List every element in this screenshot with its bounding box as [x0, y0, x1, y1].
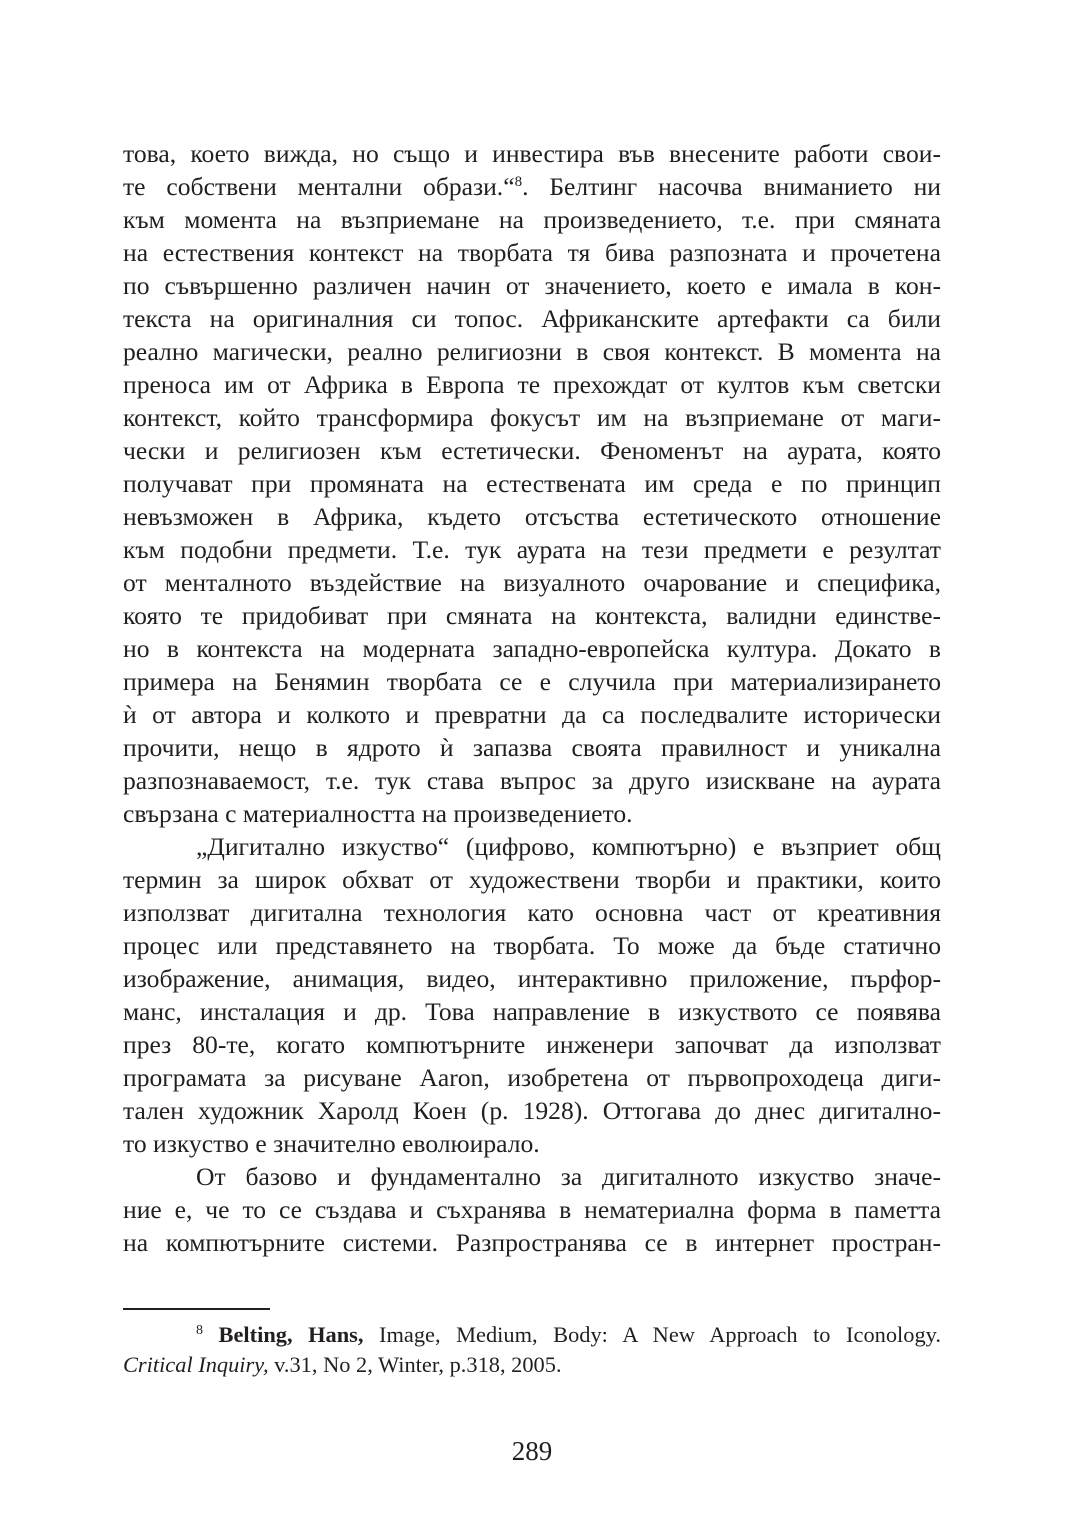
- text-line-9: контекст, който трансформира фокусът им на възприемане от маги-: [123, 403, 941, 432]
- text-line-21: свързана с материалността на произведението.: [123, 799, 633, 828]
- text-line-15: която те придобиват при смяната на контекста, валидни единстве-: [123, 601, 941, 630]
- text-line-10: чески и религиозен към естетически. Феноменът на аурата, която: [123, 436, 941, 465]
- footnote-divider: [123, 1308, 270, 1310]
- text-line-20: разпознаваемост, т.е. тук става въпрос за друго изискване на аурата: [123, 766, 941, 795]
- footnote-author: Belting, Hans,: [218, 1322, 364, 1347]
- text-line-5: по съвършенно различен начин от значението, което е имала в кон-: [123, 271, 941, 300]
- footnote-details: v.31, No 2, Winter, p.318, 2005.: [268, 1352, 562, 1377]
- footnote-line-1: [123, 1320, 941, 1350]
- body-text: [123, 137, 941, 1259]
- text-line-28: през 80-те, когато компютърните инженери започват да използват: [123, 1030, 941, 1059]
- footnote-journal: Critical Inquiry,: [123, 1352, 269, 1377]
- text-line-3: към момента на възприемане на произведението, т.е. при смяната: [123, 205, 941, 234]
- footnote-title: Image, Medium, Body: A New Approach to Iconology.: [363, 1322, 941, 1347]
- text-line-30: тален художник Харолд Коен (р. 1928). Оттогава до днес дигитално-: [123, 1096, 941, 1125]
- text-line-29: програмата за рисуване Aaron, изобретена от първопроходеца диги-: [123, 1063, 941, 1092]
- text-line-23: термин за широк обхват от художествени творби и практики, които: [123, 865, 941, 894]
- text-line-34: на компютърните системи. Разпространява се в интернет простран-: [123, 1228, 941, 1257]
- text-line-14: от менталното въздействие на визуалното очарование и специфика,: [123, 568, 941, 597]
- footnote-number: 8: [196, 1323, 203, 1338]
- text-line-24: използват дигитална технология като основна част от креативния: [123, 898, 941, 927]
- text-line-31: то изкуство е значително еволюирало.: [123, 1129, 540, 1158]
- text-line-17: примера на Бенямин творбата се е случила при материализирането: [123, 667, 941, 696]
- footnote-line-2: [123, 1350, 941, 1380]
- text-line-18: ѝ от автора и колкото и превратни да са последвалите исторически: [123, 700, 941, 729]
- footnote-reference[interactable]: 8: [514, 174, 523, 190]
- text-line-8: преноса им от Африка в Европа те прехождат от култов към светски: [123, 370, 941, 399]
- text-line-32: От базово и фундаментално за дигиталното изкуство значе-: [196, 1162, 941, 1191]
- text-line-25: процес или представянето на творбата. То може да бъде статично: [123, 931, 941, 960]
- text-line-11: получават при промяната на естествената им среда е по принцип: [123, 469, 941, 498]
- text-line-1: това, което вижда, но също и инвестира във внесените работи свои-: [123, 139, 941, 168]
- text-line-26: изображение, анимация, видео, интерактивно приложение, пърфор-: [123, 964, 941, 993]
- text-line-12: невъзможен в Африка, където отсъства естетическото отношение: [123, 502, 941, 531]
- text-line-2-start: те собствени ментални образи.“: [123, 172, 515, 201]
- text-line-19: прочити, нещо в ядрото ѝ запазва своята правилност и уникална: [123, 733, 941, 762]
- text-line-2-end: . Белтинг насочва вниманието ни: [522, 172, 941, 201]
- text-line-27: манс, инсталация и др. Това направление в изкуството се появява: [123, 997, 941, 1026]
- text-line-13: към подобни предмети. Т.е. тук аурата на тези предмети е резултат: [123, 535, 941, 564]
- page-number: 289: [511, 1436, 553, 1466]
- text-line-4: на естествения контекст на творбата тя бива разпозната и прочетена: [123, 238, 941, 267]
- text-line-16: но в контекста на модерната западно-европейска култура. Докато в: [123, 634, 941, 663]
- footnote: [123, 1320, 941, 1380]
- text-line-33: ние е, че то се създава и съхранява в нематериална форма в паметта: [123, 1195, 941, 1224]
- text-line-7: реално магически, реално религиозни в своя контекст. В момента на: [123, 337, 941, 366]
- text-line-22: „Дигитално изкуство“ (цифрово, компютърно) е възприет общ: [196, 832, 941, 861]
- text-line-2: [123, 170, 941, 203]
- text-line-6: текста на оригиналния си топос. Африканските артефакти са били: [123, 304, 941, 333]
